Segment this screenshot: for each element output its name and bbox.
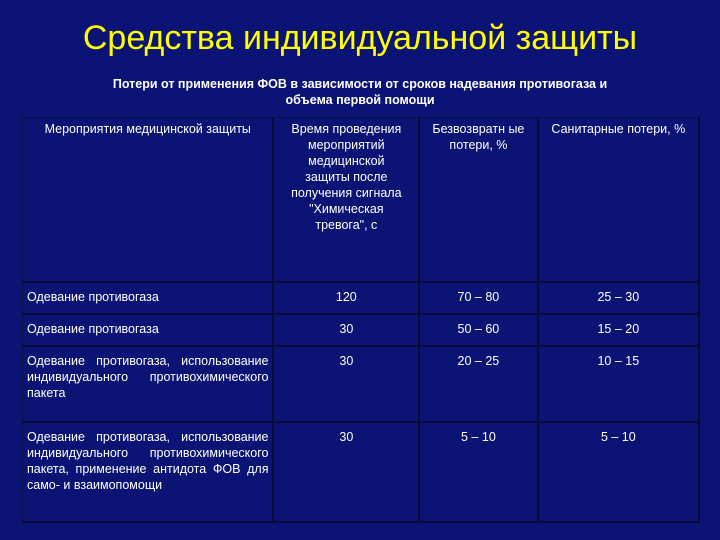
- row-4-time: 30: [273, 422, 419, 522]
- table-header-row: [23, 118, 700, 282]
- row-3-irrecoverable: 20 – 25: [419, 346, 537, 422]
- header-time: Время проведения мероприятий медицинской защиты после получения сигнала "Химическая тревога", с: [273, 118, 419, 282]
- table-row: [23, 346, 700, 422]
- row-3-measure: Одевание противогаза, использование индивидуального противохимического пакета: [23, 346, 274, 422]
- slide-title: Средства индивидуальной защиты: [82, 19, 638, 57]
- losses-table: [22, 117, 700, 523]
- row-2-measure: Одевание противогаза: [23, 314, 274, 346]
- row-3-time: 30: [273, 346, 419, 422]
- table-row: [23, 282, 700, 314]
- table-caption: [60, 76, 660, 108]
- row-1-irrecoverable: 70 – 80: [419, 282, 537, 314]
- row-2-irrecoverable: 50 – 60: [419, 314, 537, 346]
- header-measures: Мероприятия медицинской защиты: [23, 118, 274, 282]
- table-row: [23, 422, 700, 522]
- row-2-sanitary: 15 – 20: [538, 314, 699, 346]
- row-4-sanitary: 5 – 10: [538, 422, 699, 522]
- table-row: [23, 314, 700, 346]
- row-4-irrecoverable: 5 – 10: [419, 422, 537, 522]
- row-2-time: 30: [273, 314, 419, 346]
- row-4-measure: Одевание противогаза, использование индивидуального противохимического пакета, применение антидота ФОВ для само- и взаимопомощи: [23, 422, 274, 522]
- row-1-measure: Одевание противогаза: [23, 282, 274, 314]
- row-1-sanitary: 25 – 30: [538, 282, 699, 314]
- header-sanitary: Санитарные потери, %: [538, 118, 699, 282]
- header-irrecoverable: Безвозвратн ые потери, %: [419, 118, 537, 282]
- row-1-time: 120: [273, 282, 419, 314]
- caption-line-2: объема первой помощи: [285, 93, 435, 107]
- caption-line-1: Потери от применения ФОВ в зависимости от сроков надевания противогаза и: [112, 77, 608, 91]
- row-3-sanitary: 10 – 15: [538, 346, 699, 422]
